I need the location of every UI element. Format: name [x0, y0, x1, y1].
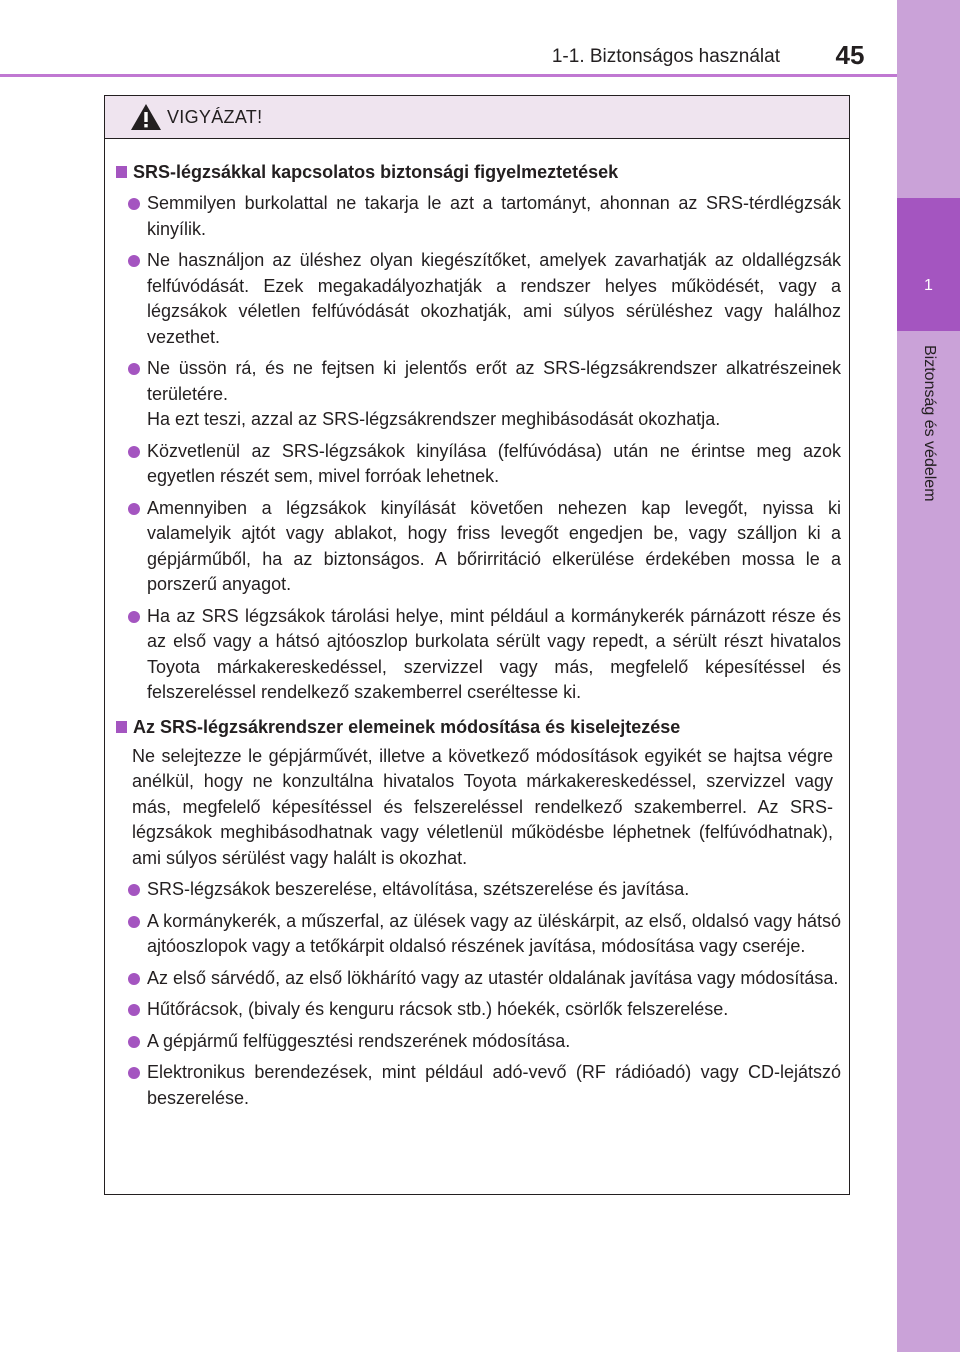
list-item-text: SRS-légzsákok beszerelése, eltávolítása, szétszerelése és javítása.	[147, 879, 690, 899]
warning-triangle-icon	[129, 102, 163, 132]
round-bullet-icon	[128, 1036, 140, 1048]
list-item	[116, 997, 841, 1023]
round-bullet-icon	[128, 198, 140, 210]
round-bullet-icon	[128, 503, 140, 515]
section-heading	[116, 159, 841, 185]
square-bullet-icon	[116, 166, 127, 178]
running-header-title: 1-1. Biztonságos használat	[551, 46, 780, 67]
chapter-number-tab	[897, 198, 960, 331]
list-item-text: Ha az SRS légzsákok tárolási helye, mint például a kormánykerék párnázott része és az első vagy a hátsó ajtóoszlop burkolata sérült vagy repedt, a sérült részt hivatalos Toyota márkakereskedéssel, szervizzel vagy más, megfelelő képesítéssel és felszereléssel rendelkező szakemberrel cseréltesse ki.	[147, 605, 841, 702]
list-item-text: Közvetlenül az SRS-légzsákok kinyílása (felfúvódása) után ne érintse meg azok egyetlen részét sem, mivel forróak lehetnek.	[147, 440, 841, 486]
list-item-text: Az első sárvédő, az első lökhárító vagy az utastér oldalának javítása vagy módosítása.	[147, 967, 839, 988]
section-heading-text: Az SRS-légzsákrendszer elemeinek módosítása és kiselejtezése	[133, 716, 681, 737]
round-bullet-icon	[128, 1067, 140, 1079]
section-heading	[116, 714, 841, 740]
round-bullet-icon	[128, 973, 140, 985]
list-item	[116, 248, 841, 350]
list-item	[116, 1060, 841, 1111]
round-bullet-icon	[128, 611, 140, 623]
list-item-text: Ne használjon az üléshez olyan kiegészítőket, amelyek zavarhatják az oldallégzsák felfúvódását. Ezek megakadályozhatják a rendszer helyes működését, vagy a légzsákok véletlen felfúvódását okozhatják, ami súlyos sérüléshez vagy halálhoz vezethet.	[147, 250, 841, 347]
list-item	[116, 439, 841, 490]
warning-header	[105, 96, 849, 139]
chapter-number: 1	[924, 277, 933, 294]
list-item	[116, 1029, 841, 1055]
list-item-text: Hűtőrácsok, (bivaly és kenguru rácsok stb.) hóekék, csörlők felszerelése.	[147, 999, 729, 1019]
list-item-text: Elektronikus berendezések, mint például adó-vevő (RF rádióadó) vagy CD-lejátszó beszerelése.	[147, 1062, 841, 1108]
list-item	[116, 604, 841, 706]
round-bullet-icon	[128, 363, 140, 375]
warning-body	[105, 139, 849, 1111]
round-bullet-icon	[128, 255, 140, 267]
chapter-label: Biztonság és védelem	[921, 345, 938, 502]
list-item	[116, 877, 841, 903]
list-item-text: Amennyiben a légzsákok kinyílását követően nehezen kap levegőt, nyissa ki valamelyik ajtót vagy ablakot, hogy friss levegőt engedjen be, vagy szálljon ki a gépjárműből, ha az biztonságos. A bőrirritáció elkerülése érdekében mossa le a porszerű anyagot.	[147, 497, 841, 594]
warning-box	[104, 95, 850, 1195]
list-item	[116, 356, 841, 433]
list-item-text: A kormánykerék, a műszerfal, az ülések vagy az üléskárpit, az első, oldalsó vagy hátsó ajtóoszlopok vagy a tetőkárpit oldalsó részének javítása, módosítása vagy cseréje.	[147, 910, 841, 956]
list-item-text: Ne üssön rá, és ne fejtsen ki jelentős erőt az SRS-légzsákrendszer alkatrészeinek területére. Ha ezt teszi, azzal az SRS-légzsákrendszer meghibásodását okozhatja.	[147, 358, 841, 429]
round-bullet-icon	[128, 446, 140, 458]
chapter-side-tab	[897, 0, 960, 1352]
square-bullet-icon	[116, 721, 127, 733]
list-item	[116, 191, 841, 242]
round-bullet-icon	[128, 884, 140, 896]
page-number: 45	[835, 40, 865, 70]
section-paragraph: Ne selejtezze le gépjárművét, illetve a következő módosítások egyikét se hajtsa végre anélkül, hogy ne konzultálna hivatalos Toyota márkakereskedéssel, szervizzel vagy más, megfelelő képesítéssel és felszereléssel rendelkező szakemberrel. Az SRS-légzsákok meghibásodhatnak vagy véletlenül működésbe léphetnek (felfúvódhatnak), ami súlyos sérülést vagy halált is okozhat.	[132, 745, 833, 868]
list-item	[116, 909, 841, 960]
header-rule	[0, 74, 897, 77]
round-bullet-icon	[128, 1004, 140, 1016]
warning-title: VIGYÁZAT!	[167, 106, 263, 127]
round-bullet-icon	[128, 916, 140, 928]
list-item	[116, 496, 841, 598]
section-heading-text: SRS-légzsákkal kapcsolatos biztonsági figyelmeztetések	[133, 162, 619, 182]
list-item-text: Semmilyen burkolattal ne takarja le azt a tartományt, ahonnan az SRS-térdlégzsák kinyílik.	[147, 193, 841, 239]
list-item-text: A gépjármű felfüggesztési rendszerének módosítása.	[147, 1030, 571, 1051]
list-item	[116, 966, 841, 992]
